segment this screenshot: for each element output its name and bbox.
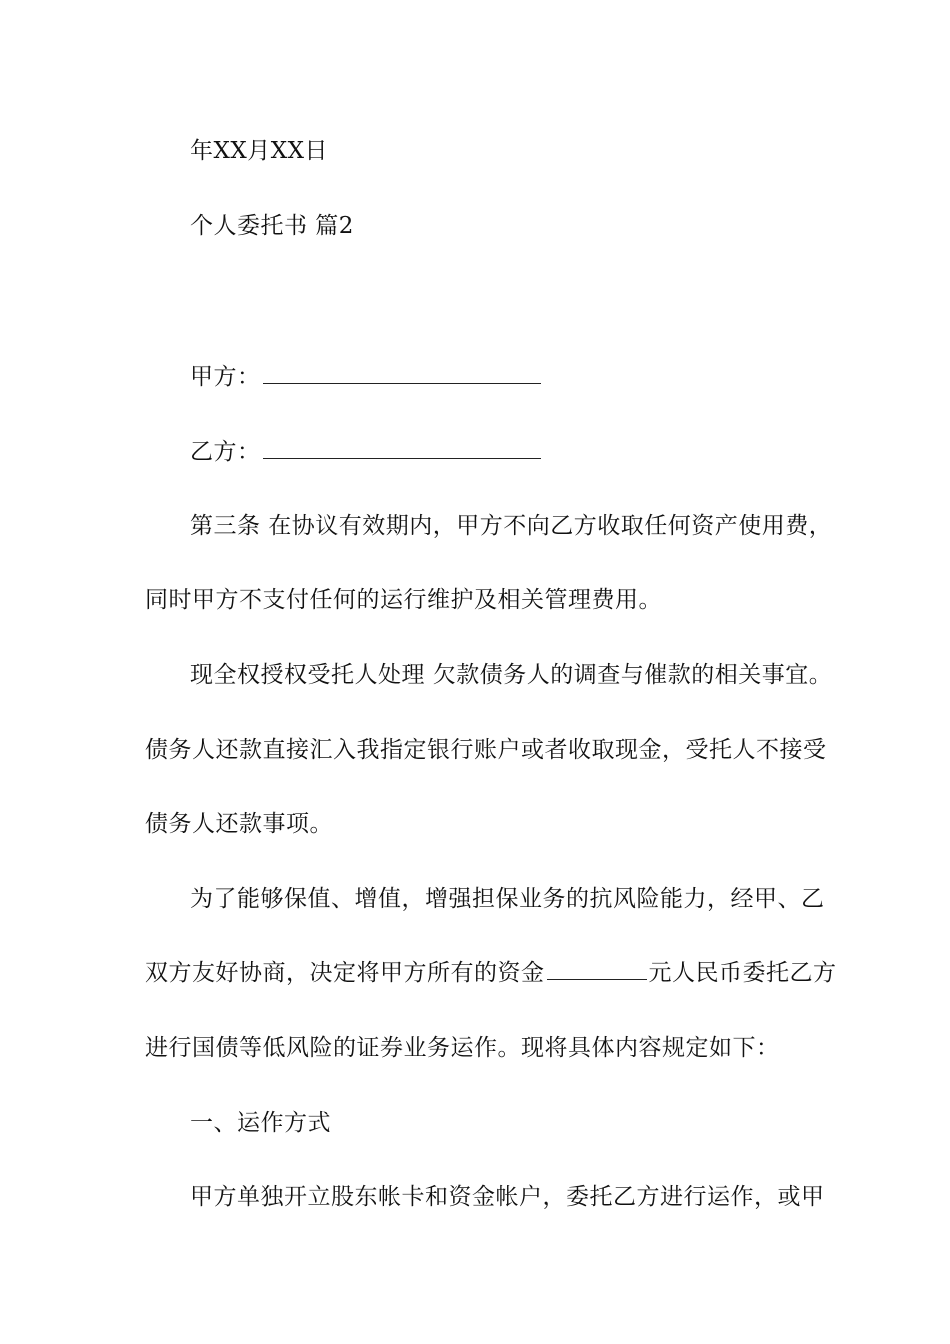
section1-heading: 一、运作方式 (190, 1110, 331, 1136)
party-a-blank (263, 365, 541, 384)
party-b-label: 乙方： (190, 439, 261, 465)
party-b-blank (263, 440, 541, 459)
para1-line2: 同时甲方不支付任何的运行维护及相关管理费用。 (145, 587, 662, 613)
para4-line1: 甲方单独开立股东帐卡和资金帐户，委托乙方进行运作，或甲 (190, 1184, 825, 1210)
para2-line2: 债务人还款直接汇入我指定银行账户或者收取现金，受托人不接受 (145, 737, 827, 763)
para3-line3: 进行国债等低风险的证券业务运作。现将具体内容规定如下： (145, 1035, 780, 1061)
amount-blank (547, 961, 647, 980)
para3-line2 (145, 958, 837, 988)
para3-line1: 为了能够保值、增值，增强担保业务的抗风险能力，经甲、乙 (190, 886, 825, 912)
date-line: 年XX月XX日 (190, 138, 328, 164)
party-b-line (190, 437, 541, 467)
document-title: 个人委托书 篇2 (190, 213, 354, 239)
para3-line2-after: 元人民币委托乙方 (648, 960, 837, 986)
para3-line2-before: 双方友好协商，决定将甲方所有的资金 (145, 960, 545, 986)
para2-line1: 现全权授权受托人处理 欠款债务人的调查与催款的相关事宜。 (190, 662, 833, 688)
para2-line3: 债务人还款事项。 (145, 811, 333, 837)
party-a-line (190, 362, 541, 392)
para1-line1: 第三条 在协议有效期内，甲方不向乙方收取任何资产使用费， (190, 513, 833, 539)
party-a-label: 甲方： (190, 364, 261, 390)
